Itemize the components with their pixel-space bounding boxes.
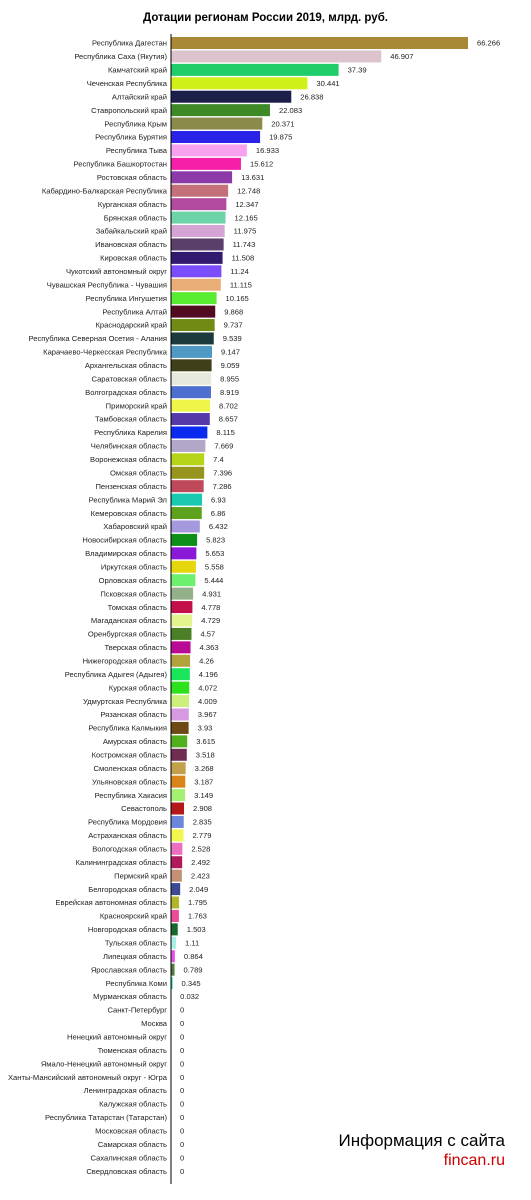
- value-label: 7.286: [212, 481, 232, 491]
- category-label: Республика Башкортостан: [73, 159, 167, 169]
- bar: [171, 104, 270, 116]
- bar: [171, 64, 339, 76]
- bar: [171, 870, 182, 882]
- bar: [171, 574, 195, 586]
- value-label: 2.528: [191, 844, 211, 854]
- bar: [171, 950, 175, 962]
- category-label: Астраханская область: [88, 831, 167, 841]
- value-label: 0: [180, 1045, 185, 1055]
- value-label: 26.838: [300, 92, 324, 102]
- value-label: 3.518: [195, 750, 215, 760]
- bar: [171, 185, 228, 197]
- category-label: Ленинградская область: [83, 1086, 167, 1096]
- bar: [171, 561, 196, 573]
- bar: [171, 359, 212, 371]
- value-label: 0: [180, 1099, 185, 1109]
- category-label: Нижегородская область: [82, 656, 167, 666]
- category-label: Тверская область: [104, 643, 167, 653]
- value-label: 3.187: [194, 777, 214, 787]
- category-label: Республика Мордовия: [88, 817, 167, 827]
- bar: [171, 118, 262, 130]
- value-label: 5.653: [205, 549, 225, 559]
- chart-title: Дотации регионам России 2019, млрд. руб.: [142, 12, 388, 24]
- bar: [171, 534, 197, 546]
- value-label: 1.763: [187, 911, 207, 921]
- value-label: 9.868: [224, 307, 244, 317]
- category-label: Республика Карелия: [94, 428, 167, 438]
- value-label: 4.072: [198, 683, 218, 693]
- category-label: Республика Коми: [105, 978, 167, 988]
- value-label: 0: [180, 1113, 185, 1123]
- bar: [171, 131, 260, 143]
- source-site[interactable]: fincan.ru: [443, 1152, 505, 1169]
- category-label: Смоленская область: [93, 763, 167, 773]
- bar: [171, 198, 226, 210]
- category-label: Курская область: [108, 683, 167, 693]
- category-label: Республика Марий Эл: [88, 495, 167, 505]
- category-label: Республика Адыгея (Адыгея): [64, 669, 167, 679]
- bar: [171, 332, 214, 344]
- value-label: 3.149: [194, 790, 214, 800]
- value-label: 11.508: [231, 253, 255, 263]
- bar: [171, 453, 204, 465]
- value-label: 11.115: [229, 280, 252, 290]
- bar: [171, 50, 381, 62]
- value-label: 2.423: [190, 871, 210, 881]
- value-label: 5.558: [204, 562, 224, 572]
- category-label: Магаданская область: [90, 616, 167, 626]
- value-label: 0: [180, 1086, 185, 1096]
- value-label: 0.789: [183, 965, 203, 975]
- value-label: 16.933: [255, 146, 280, 156]
- category-label: Тамбовская область: [94, 414, 167, 424]
- value-label: 0: [180, 1019, 185, 1029]
- category-label: Забайкальский край: [95, 226, 167, 236]
- category-label: Республика Дагестан: [91, 38, 167, 48]
- bar: [171, 655, 190, 667]
- bar: [171, 816, 184, 828]
- category-label: Псковская область: [100, 589, 167, 599]
- bar: [171, 709, 189, 721]
- bar: [171, 426, 207, 438]
- category-label: Архангельская область: [84, 361, 167, 371]
- category-labels-group: [8, 39, 168, 1176]
- category-label: Оренбургская область: [87, 629, 167, 639]
- category-label: Омская область: [110, 468, 167, 478]
- category-label: Владимирская область: [85, 549, 167, 559]
- value-label: 2.908: [193, 804, 213, 814]
- value-label: 1.795: [188, 898, 208, 908]
- value-label: 2.492: [191, 857, 211, 867]
- bar: [171, 467, 204, 479]
- value-label: 4.009: [197, 696, 217, 706]
- category-label: Севастополь: [121, 804, 167, 814]
- value-label: 0: [180, 1139, 185, 1149]
- bar: [171, 856, 182, 868]
- bar: [171, 346, 212, 358]
- category-label: Новосибирская область: [82, 535, 167, 545]
- category-label: Волгоградская область: [85, 387, 167, 397]
- category-label: Кемеровская область: [90, 508, 167, 518]
- category-label: Москва: [141, 1019, 167, 1029]
- value-label: 12.347: [235, 199, 259, 209]
- bar: [171, 776, 185, 788]
- category-label: Республика Алтай: [102, 307, 167, 317]
- bars-group: [171, 37, 468, 1003]
- value-label: 6.432: [208, 522, 228, 532]
- bar: [171, 158, 241, 170]
- bar: [171, 413, 210, 425]
- bar: [171, 843, 182, 855]
- category-label: Пермский край: [114, 871, 167, 881]
- value-label: 19.875: [269, 132, 293, 142]
- value-label: 4.778: [201, 602, 221, 612]
- value-label: 30.441: [316, 78, 340, 88]
- category-label: Санкт-Петербург: [107, 1005, 167, 1015]
- category-label: Московская область: [95, 1126, 167, 1136]
- value-label: 8.657: [218, 414, 238, 424]
- bar: [171, 762, 186, 774]
- value-label: 0: [180, 1072, 185, 1082]
- value-label: 3.967: [197, 710, 217, 720]
- bar: [171, 614, 192, 626]
- bar: [171, 373, 211, 385]
- value-label: 0.345: [181, 978, 201, 988]
- category-label: Брянская область: [103, 213, 167, 223]
- value-label: 3.615: [196, 737, 216, 747]
- bar: [171, 520, 200, 532]
- category-label: Республика Саха (Якутия): [74, 52, 167, 62]
- source-caption: Информация с сайта: [338, 1131, 505, 1150]
- bar: [171, 279, 221, 291]
- category-label: Ростовская область: [96, 173, 167, 182]
- bar: [171, 789, 185, 801]
- value-label: 0: [180, 1059, 185, 1069]
- value-label: 9.737: [223, 320, 243, 330]
- bar: [171, 628, 191, 640]
- value-label: 2.049: [189, 884, 209, 894]
- category-label: Хабаровский край: [103, 522, 167, 532]
- category-label: Краснодарский край: [95, 320, 167, 330]
- value-label: 0: [180, 1126, 185, 1136]
- category-label: Калужская область: [99, 1099, 167, 1109]
- value-label: 4.26: [199, 656, 214, 666]
- value-label: 15.612: [249, 159, 274, 169]
- value-label: 7.669: [214, 441, 234, 451]
- bar: [171, 923, 178, 935]
- value-label: 4.729: [201, 616, 221, 626]
- value-label: 13.631: [241, 173, 265, 182]
- category-label: Удмуртская Республика: [83, 696, 167, 706]
- bar: [171, 292, 217, 304]
- bar: [171, 682, 189, 694]
- bar: [171, 91, 291, 103]
- value-label: 22.083: [278, 105, 303, 115]
- category-label: Алтайский край: [111, 92, 167, 102]
- value-label: 9.059: [220, 361, 240, 371]
- bar: [171, 386, 211, 398]
- category-label: Калининградская область: [75, 857, 167, 867]
- category-label: Приморский край: [105, 401, 167, 411]
- value-label: 7.396: [213, 468, 233, 478]
- category-label: Республика Ингушетия: [85, 293, 167, 303]
- bar: [171, 601, 192, 613]
- value-label: 6.86: [210, 508, 226, 518]
- bar: [171, 803, 184, 815]
- value-label: 3.268: [194, 763, 214, 773]
- bar: [171, 964, 175, 976]
- bar: [171, 37, 468, 49]
- bar: [171, 910, 179, 922]
- value-label: 0: [180, 1032, 185, 1042]
- value-label: 11.975: [233, 226, 257, 236]
- value-label: 4.196: [198, 669, 218, 679]
- bar: [171, 252, 223, 264]
- bar: [171, 319, 215, 331]
- value-labels-group: [180, 39, 500, 1176]
- bar: [171, 265, 221, 277]
- value-label: 8.115: [216, 428, 235, 438]
- category-label: Карачаево-Черкесская Республика: [43, 347, 167, 357]
- value-label: 0: [180, 1166, 185, 1176]
- category-label: Тюменская область: [97, 1045, 167, 1055]
- value-label: 5.444: [204, 575, 224, 585]
- value-label: 1.11: [184, 938, 200, 948]
- category-label: Самарская область: [97, 1139, 167, 1149]
- bar: [171, 722, 189, 734]
- bar: [171, 507, 202, 519]
- value-label: 10.165: [225, 293, 249, 303]
- bar: [171, 641, 191, 653]
- category-label: Тульская область: [104, 938, 167, 948]
- category-label: Вологодская область: [92, 844, 167, 854]
- category-label: Еврейская автономная область: [55, 898, 167, 908]
- value-label: 7.4: [213, 455, 224, 465]
- category-label: Республика Северная Осетия - Алания: [28, 334, 167, 344]
- category-label: Ханты-Мансийский автономный округ - Югра: [7, 1072, 167, 1082]
- bar: [171, 668, 190, 680]
- category-label: Липецкая область: [103, 951, 167, 961]
- category-label: Кабардино-Балкарская Республика: [41, 186, 167, 196]
- bar: [171, 400, 210, 412]
- category-label: Свердловская область: [86, 1166, 167, 1176]
- bar: [171, 238, 224, 250]
- category-label: Ульяновская область: [91, 777, 167, 787]
- value-label: 12.748: [237, 186, 261, 196]
- category-label: Амурская область: [102, 737, 167, 747]
- category-label: Саратовская область: [91, 374, 167, 384]
- category-label: Рязанская область: [100, 710, 167, 720]
- value-label: 0.864: [183, 951, 203, 961]
- bar: [171, 829, 183, 841]
- category-label: Красноярский край: [99, 911, 167, 921]
- value-label: 4.363: [199, 643, 219, 653]
- category-label: Иркутская область: [100, 562, 167, 572]
- value-label: 9.539: [222, 334, 242, 344]
- bar: [171, 171, 232, 183]
- category-label: Чукотский автономный округ: [65, 267, 167, 277]
- category-label: Чеченская Республика: [86, 78, 167, 88]
- value-label: 46.907: [390, 52, 414, 62]
- category-label: Костромская область: [91, 750, 167, 760]
- category-label: Ставропольский край: [91, 105, 167, 115]
- category-label: Кировская область: [100, 253, 167, 263]
- value-label: 3.93: [197, 723, 213, 733]
- category-label: Томская область: [107, 602, 167, 612]
- bar: [171, 547, 196, 559]
- value-label: 20.371: [271, 119, 295, 129]
- value-label: 2.779: [192, 831, 212, 841]
- value-label: 4.57: [200, 629, 216, 639]
- category-label: Орловская область: [98, 575, 167, 585]
- bar: [171, 494, 202, 506]
- value-label: 0.032: [180, 992, 200, 1002]
- value-label: 4.931: [202, 589, 222, 599]
- value-label: 12.165: [234, 213, 258, 223]
- bar: [171, 937, 176, 949]
- category-label: Камчатский край: [108, 65, 167, 75]
- category-label: Республика Татарстан (Татарстан): [44, 1113, 167, 1123]
- category-label: Республика Калмыкия: [88, 723, 167, 733]
- bar: [171, 735, 187, 747]
- bar: [171, 480, 204, 492]
- bar: [171, 883, 180, 895]
- category-label: Пензенская область: [95, 481, 167, 491]
- category-label: Воронежская область: [90, 455, 167, 465]
- category-label: Республика Крым: [104, 119, 167, 129]
- value-label: 0: [180, 1153, 185, 1163]
- category-label: Новгородская область: [87, 925, 167, 935]
- value-label: 9.147: [221, 347, 241, 357]
- value-label: 8.702: [219, 401, 239, 411]
- category-label: Республика Тыва: [105, 146, 167, 156]
- value-label: 5.823: [206, 535, 226, 545]
- bar: [171, 897, 179, 909]
- category-label: Республика Бурятия: [95, 132, 167, 142]
- value-label: 2.835: [192, 817, 212, 827]
- category-label: Белгородская область: [88, 884, 167, 894]
- bar: [171, 77, 307, 89]
- category-label: Ненецкий автономный округ: [67, 1032, 167, 1042]
- bar: [171, 306, 215, 318]
- bar: [171, 588, 193, 600]
- bar: [171, 440, 205, 452]
- bar: [171, 212, 226, 224]
- bar: [171, 749, 187, 761]
- category-label: Чувашская Республика - Чувашия: [46, 280, 167, 290]
- value-label: 1.503: [186, 925, 206, 935]
- category-label: Ярославская область: [90, 965, 167, 975]
- category-label: Сахалинская область: [90, 1153, 167, 1163]
- value-label: 11.24: [230, 267, 249, 277]
- category-label: Ямало-Ненецкий автономный округ: [40, 1059, 167, 1069]
- category-label: Челябинская область: [90, 441, 167, 451]
- value-label: 11.743: [232, 240, 256, 250]
- value-label: 8.955: [220, 374, 240, 384]
- bar: [171, 144, 247, 156]
- category-label: Республика Хакасия: [94, 790, 167, 800]
- bar: [171, 695, 189, 707]
- category-label: Курганская область: [97, 199, 167, 209]
- value-label: 6.93: [211, 495, 226, 505]
- value-label: 8.919: [219, 387, 239, 397]
- category-label: Ивановская область: [95, 240, 167, 250]
- category-label: Мурманская область: [93, 992, 167, 1002]
- value-label: 37.39: [347, 65, 367, 75]
- value-label: 66.266: [477, 38, 501, 48]
- value-label: 0: [180, 1005, 185, 1015]
- bar: [171, 225, 225, 237]
